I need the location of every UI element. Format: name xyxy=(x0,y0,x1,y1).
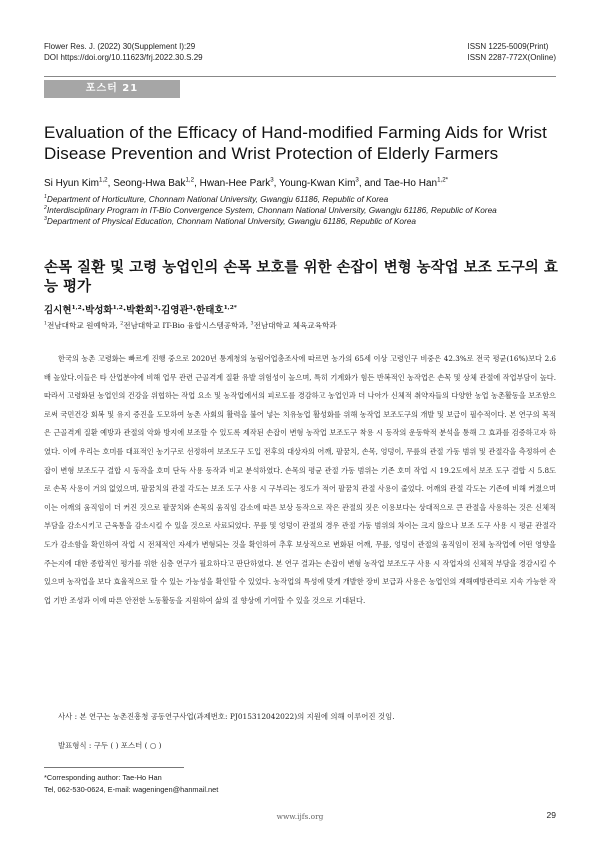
affiliation-line xyxy=(44,194,554,205)
author-name: 한태호 xyxy=(196,305,224,316)
corresponding-author: *Corresponding author: Tae-Ho Han xyxy=(44,773,162,782)
paper-title-korean: 손목 질환 및 고령 농업인의 손목 보호를 위한 손잡이 변형 농작업 보조 도구의 효능 평가 xyxy=(44,259,558,295)
footnote xyxy=(44,772,218,795)
author-separator: · xyxy=(192,305,197,316)
acknowledgement: 사사 : 본 연구는 농촌진흥청 공동연구사업(과제번호: PJ015312042022)의 지원에 의해 이루어진 것임. xyxy=(58,712,395,721)
author-affiliation-marker: 3 xyxy=(153,303,158,311)
header-divider xyxy=(44,76,556,77)
author-separator: , xyxy=(107,178,114,189)
authors-korean xyxy=(44,304,564,317)
author-name: 박성화 xyxy=(85,305,113,316)
author-separator: , and xyxy=(358,178,384,189)
author-name: 김시현 xyxy=(44,305,72,316)
author-affiliation-marker: 3 xyxy=(188,303,193,311)
affiliation-marker: 3 xyxy=(44,216,47,223)
author-name: Hwan-Hee Park xyxy=(199,178,271,189)
issn-header xyxy=(468,42,557,63)
author-affiliation-marker: 3 xyxy=(355,176,359,184)
affiliation-text: 전남대학교 IT-Bio 융합시스템공학과, xyxy=(123,321,251,330)
author-separator: · xyxy=(122,305,127,316)
paper-title-english: Evaluation of the Efficacy of Hand-modified Farming Aids for Wrist Disease Prevention and Wrist Protection of Elderly Farmers xyxy=(44,123,547,163)
poster-tag: 포스터 21 xyxy=(44,80,180,98)
journal-header xyxy=(44,42,203,63)
affiliation-marker: 1 xyxy=(44,194,47,201)
author-name: 박환희 xyxy=(126,305,154,316)
affiliation-text: Department of Horticulture, Chonnam National University, Gwangju 61186, Republic of Korea xyxy=(46,194,389,204)
page-number: 29 xyxy=(546,810,556,820)
presentation-format: 발표형식 : 구두 ( ) 포스터 ( ○ ) xyxy=(58,741,162,750)
author-affiliation-marker: 1,2 xyxy=(99,176,108,184)
authors-english xyxy=(44,177,564,190)
author-name: Si Hyun Kim xyxy=(44,178,100,189)
author-name: Young-Kwan Kim xyxy=(279,178,356,189)
author-affiliation-marker: 3 xyxy=(270,176,274,184)
affiliation-line xyxy=(44,216,554,227)
author-affiliation-marker: 1,2* xyxy=(223,303,237,311)
journal-website[interactable]: www.ijfs.org xyxy=(276,812,324,821)
author-affiliation-marker: 1,2 xyxy=(71,303,82,311)
author-separator: · xyxy=(81,305,86,316)
contact-info: Tel, 062-530-0624, E-mail: wageningen@hanmail.net xyxy=(44,784,219,794)
footnote-divider xyxy=(44,767,184,768)
author-separator: , xyxy=(194,178,200,189)
affiliation-marker: 2 xyxy=(120,321,124,327)
affiliation-marker: 2 xyxy=(44,205,47,212)
journal-citation: Flower Res. J. (2022) 30(Supplement I):29 xyxy=(44,42,196,51)
abstract-body: 한국의 농촌 고령화는 빠르게 진행 중으로 2020년 통계청의 농림어업총조사에 따르면 농가의 65세 이상 고령인구 비중은 42.3%로 전국 평균(16%)보다 2.6배 높았다.이들은 타 산업분야에 비해 업무 관련 근골격계 질환 유발 위험성이 높으며, 특히 기계화가 힘든 반복적인 농작업은 손목 및 상체 관절에 작업부담이 높다. 따라서 고령화된 농업인의 건강을 위협하는 작업 요소 및 농작업에서의 피로도를 경감하고 농업인과 더 나아가 신체적 취약자들의 다양한 농업 농촌활동을 보조함으로써 국민건강 회복 및 유지 증진을 도모하여 농촌 사회의 활력을 불어 넣는 치유농업 활성화를 위해 농작업 보조도구의 개발 및 보급이 필수적이다. 본 연구의 목적은 근골격계 질환 예방과 관절의 악화 방지에 보조할 수 있도록 제작된 손잡이 변형 농작업 보조도구 착용 시 동작의 운동학적 분석을 통해 그 효과를 검증하고자 하였다. 이에 우리는 호미를 대표적인 농기구로 선정하여 보조도구 도입 전후의 대상자의 어깨, 팔꿈치, 손목, 엉덩이, 무릎의 관절 가동 범위 및 관절각을 측정하여 손잡이 변형 보조도구 결합 시 동작을 호미 단독 사용 동작과 비교 분석하였다. 손목의 평균 관절 가동 범위는 기존 호미 작업 시 19.2도에서 보조 도구 결합 시 5.8도로 손목 사용이 거의 없었으며, 팔꿈치의 관절 각도는 보조 도구 사용 시 구부리는 정도가 적어 팔꿈치 관절 사용이 줄었다. 어깨의 관절 각도는 기존에 비해 커졌으며 이는 어깨의 움직임이 더 커진 것으로 팔꿈치와 손목의 움직임 감소에 따른 보상 동작으로 작은 관절의 짓은 이용보다는 상대적으로 큰 관절을 사용하는 것은 신체적 부담을 감소시키고 근육통을 감소시킬 수 있을 것으로 사료되었다. 무릎 및 엉덩이 관절의 경우 관절 가동 범위의 차이는 크지 않으나 보조 도구 사용 시 평균 관절각도가 감소함을 확인하여 작업 시 전체적인 자세가 변형되는 것을 확인하여 추후 보상적으로 변화된 어깨, 무릎, 엉덩이 관절의 움직임이 전체 농작업에 어떤 영향을 주는지에 대한 종합적인 평가를 위한 심층 연구가 필요하다고 판단하였다. 본 연구 결과는 손잡이 변형 농작업 보조도구 사용 시 작업자의 신체적 부담을 경감시킬 수 있으며 농작업을 보다 효율적으로 할 수 있는 가능성을 확인할 수 있었다. 농작업의 특성에 맞게 개발한 장비 보급과 사용은 농업인의 재해예방관리로 지속 가능한 작업 기반 조성과 이에 따른 안전한 노동활동을 지원하여 삶의 질 향상에 기여할 수 있을 것으로 기대된다. xyxy=(44,354,556,605)
author-affiliation-marker: 1,2* xyxy=(437,176,449,184)
affiliations-english xyxy=(44,194,554,227)
author-separator: , xyxy=(273,178,280,189)
author-affiliation-marker: 1,2 xyxy=(112,303,123,311)
author-name: 김영관 xyxy=(161,305,189,316)
affiliations-korean xyxy=(44,320,564,331)
affiliation-text: 전남대학교 체육교육학과 xyxy=(253,321,337,330)
doi-link[interactable]: DOI https://doi.org/10.11623/frj.2022.30.S.29 xyxy=(44,52,203,62)
issn-online: ISSN 2287-772X(Online) xyxy=(467,52,556,62)
affiliation-text: Department of Physical Education, Chonnam National University, Gwangju 61186, Republic of Korea xyxy=(46,216,416,226)
affiliation-text: 전남대학교 원예학과, xyxy=(47,321,121,330)
author-name: Tae-Ho Han xyxy=(383,178,438,189)
affiliation-line xyxy=(44,205,554,216)
author-affiliation-marker: 1,2 xyxy=(185,176,195,184)
affiliation-text: Interdisciplinary Program in IT-Bio Convergence System, Chonnam National University, Gwangju 61186, Republic of Korea xyxy=(46,205,497,215)
affiliation-marker: 1 xyxy=(44,321,47,327)
author-separator: · xyxy=(157,305,162,316)
issn-print: ISSN 1225-5009(Print) xyxy=(467,42,549,51)
author-name: Seong-Hwa Bak xyxy=(113,178,186,189)
affiliation-marker: 3 xyxy=(250,321,254,327)
